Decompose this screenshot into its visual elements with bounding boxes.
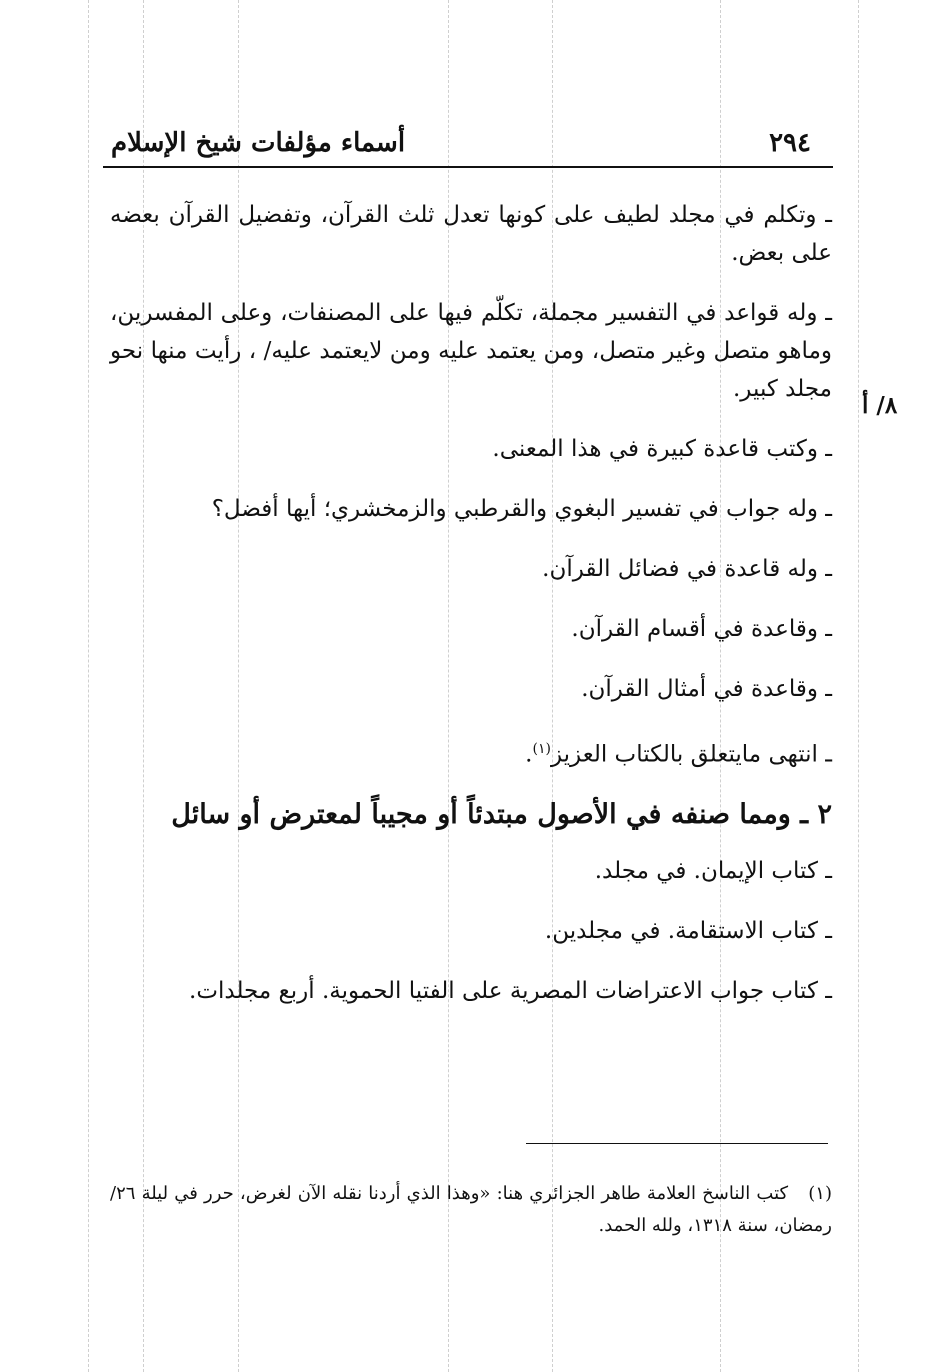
list-item: ـ وكتب قاعدة كبيرة في هذا المعنى. — [492, 436, 832, 462]
list-item: ـ وقاعدة في أقسام القرآن. — [571, 616, 832, 642]
list-item: ـ كتاب جواب الاعتراضات المصرية على الفتيا الحموية. أربع مجلدات. — [189, 977, 832, 1004]
scan-guide-line — [858, 0, 859, 1372]
list-item-text: ـ انتهى مايتعلق بالكتاب العزيز — [550, 741, 832, 768]
footnote-reference: (١) — [532, 741, 551, 757]
list-item: ـ وقاعدة في أمثال القرآن. — [581, 676, 832, 702]
page-header — [103, 122, 833, 168]
list-item: ـ وله قاعدة في فضائل القرآن. — [542, 556, 832, 582]
paragraph: ـ وله قواعد في التفسير مجملة، تكلّم فيها على المصنفات، وعلى المفسرين، وماهو متصل وغير متصل، ومن يعتمد عليه ومن لايعتمد عليه/ ، رأيت منها نحو مجلد كبير. — [110, 300, 832, 402]
list-item: ـ كتاب الإيمان. في مجلد. — [594, 857, 832, 884]
main-text — [110, 196, 832, 1032]
section-heading: ٢ ـ ومما صنفه في الأصول مبتدئاً أو مجيباً لمعترض أو سائل — [171, 798, 832, 830]
running-title: أسماء مؤلفات شيخ الإسلام — [111, 128, 406, 158]
list-item: ـ وله جواب في تفسير البغوي والقرطبي والزمخشري؛ أيها أفضل؟ — [211, 496, 832, 522]
list-item: ـ كتاب الاستقامة. في مجلدين. — [544, 917, 832, 944]
manuscript-folio-marker: ٨/ أ — [862, 392, 898, 419]
footnote-separator — [526, 1143, 828, 1144]
footnote-text: كتب الناسخ العلامة طاهر الجزائري هنا: «وهذا الذي أردنا نقله الآن لغرض، حرر في ليلة ٢٦/رمضان، سنة ١٣١٨، ولله الحمد. — [110, 1183, 832, 1236]
footnote-number: (١) — [808, 1183, 832, 1204]
page-number: ٢٩٤ — [769, 128, 811, 158]
paragraph: ـ وتكلم في مجلد لطيف على كونها تعدل ثلث القرآن، وتفضيل القرآن بعضه على بعض. — [110, 202, 832, 266]
scan-guide-line — [88, 0, 89, 1372]
list-item-end: . — [525, 741, 533, 768]
footnote — [110, 1178, 832, 1242]
list-item — [110, 730, 832, 774]
